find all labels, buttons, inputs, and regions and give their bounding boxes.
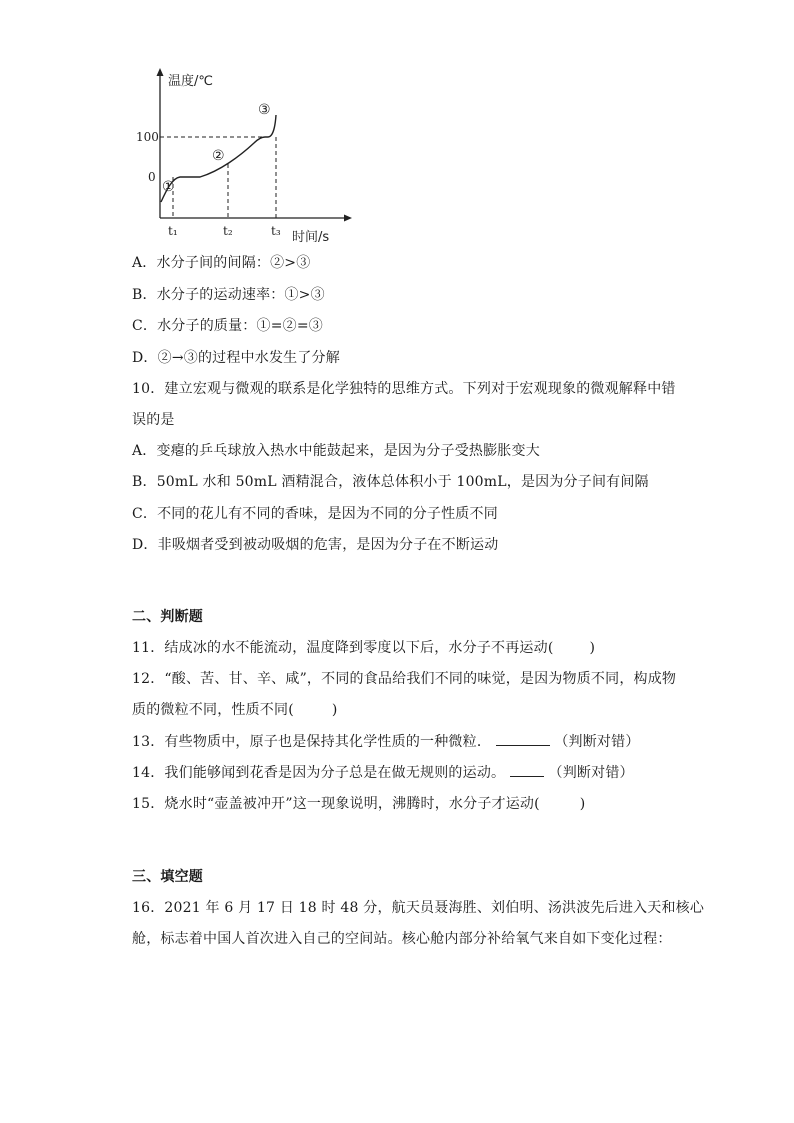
q13-suffix: （判断对错） bbox=[554, 734, 640, 750]
q11 bbox=[132, 638, 595, 658]
tick-100: 100 bbox=[136, 130, 159, 144]
q10-option-b: B．50mL 水和 50mL 酒精混合，液体总体积小于 100mL，是因为分子间有间隔 bbox=[132, 474, 649, 490]
q12-close-paren: ) bbox=[331, 702, 338, 718]
section-heading-fill-in: 三、填空题 bbox=[132, 869, 203, 885]
tick-t2: t₂ bbox=[223, 224, 233, 238]
q10-option-d: D．非吸烟者受到被动吸烟的危害，是因为分子在不断运动 bbox=[132, 537, 499, 553]
q11-text: 11．结成冰的水不能流动，温度降到零度以下后，水分子不再运动( bbox=[132, 640, 554, 656]
q9-option-b: B．水分子的运动速率：①>③ bbox=[132, 287, 325, 303]
q15-close-paren: ) bbox=[579, 796, 586, 812]
y-axis-arrow bbox=[157, 68, 164, 76]
q14-answer-blank[interactable] bbox=[510, 762, 544, 777]
q15-text: 15．烧水时“壶盖被冲开”这一现象说明，沸腾时，水分子才运动( bbox=[132, 796, 540, 812]
q15 bbox=[132, 794, 585, 814]
q16-line2: 舱，标志着中国人首次进入自己的空间站。核心舱内部分补给氧气来自如下变化过程： bbox=[132, 931, 672, 947]
graph-svg bbox=[128, 64, 368, 246]
q13-text: 13．有些物质中，原子也是保持其化学性质的一种微粒． bbox=[132, 734, 492, 750]
q13 bbox=[132, 731, 640, 752]
stage-marker-3: ③ bbox=[258, 102, 271, 118]
y-axis-label: 温度/℃ bbox=[168, 74, 213, 89]
tick-t1: t₁ bbox=[168, 224, 178, 238]
q12-line2 bbox=[132, 700, 338, 720]
tick-t3: t₃ bbox=[271, 224, 281, 238]
stage-marker-1: ① bbox=[162, 179, 175, 195]
q14-text: 14．我们能够闻到花香是因为分子总是在做无规则的运动。 bbox=[132, 765, 506, 781]
q14-suffix: （判断对错） bbox=[548, 765, 634, 781]
x-axis-arrow bbox=[344, 215, 352, 222]
q9-option-d: D．②→③的过程中水发生了分解 bbox=[132, 350, 340, 366]
section-heading-judgement: 二、判断题 bbox=[132, 609, 203, 625]
x-axis-label: 时间/s bbox=[292, 230, 330, 245]
q11-close-paren: ) bbox=[589, 640, 596, 656]
q9-option-a: A．水分子间的间隔：②>③ bbox=[132, 255, 311, 271]
q12-line1: 12．“酸、苦、甘、辛、咸”，不同的食品给我们不同的味觉，是因为物质不同，构成物 bbox=[132, 671, 677, 687]
q13-answer-blank[interactable] bbox=[496, 731, 550, 746]
stage-marker-2: ② bbox=[212, 148, 225, 164]
q10-stem-line2: 误的是 bbox=[132, 412, 175, 428]
q10-stem-line1: 10．建立宏观与微观的联系是化学独特的思维方式。下列对于宏观现象的微观解释中错 bbox=[132, 381, 676, 397]
q10-option-c: C．不同的花儿有不同的香味，是因为不同的分子性质不同 bbox=[132, 506, 498, 522]
q9-option-c: C．水分子的质量：①=②=③ bbox=[132, 318, 323, 334]
q12-text: 质的微粒不同，性质不同( bbox=[132, 702, 294, 718]
q14 bbox=[132, 762, 634, 783]
temperature-time-graph bbox=[128, 64, 368, 246]
tick-0: 0 bbox=[148, 170, 156, 184]
q10-option-a: A．变瘪的乒乓球放入热水中能鼓起来，是因为分子受热膨胀变大 bbox=[132, 443, 540, 459]
q16-line1: 16．2021 年 6 月 17 日 18 时 48 分，航天员聂海胜、刘伯明、汤洪波先后进入天和核心 bbox=[132, 900, 705, 916]
